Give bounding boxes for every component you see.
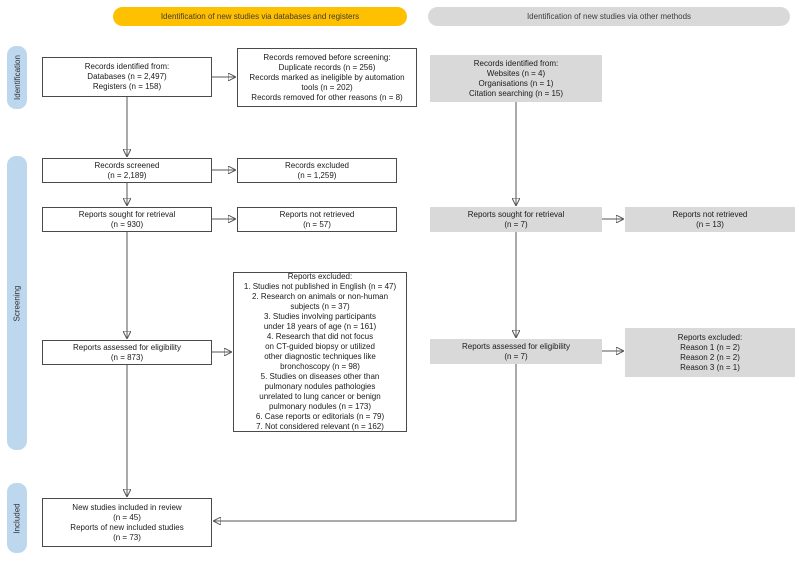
box-new-studies-included: New studies included in review (n = 45) Reports of new included studies (n = 73)	[42, 498, 212, 547]
box-records-identified-databases: Records identified from: Databases (n = 2,497) Registers (n = 158)	[42, 57, 212, 97]
sidebar-screening-label	[7, 156, 27, 450]
box-records-excluded: Records excluded (n = 1,259)	[237, 158, 397, 183]
sidebar-included-label	[7, 483, 27, 553]
box-records-removed-before-screening: Records removed before screening: Duplicate records (n = 256) Records marked as ineligible by automation tools (n = 202) Records removed for other reasons (n = 8)	[237, 48, 417, 107]
box-other-reports-not-retrieved: Reports not retrieved (n = 13)	[625, 207, 795, 232]
box-records-screened: Records screened (n = 2,189)	[42, 158, 212, 183]
box-reports-not-retrieved: Reports not retrieved (n = 57)	[237, 207, 397, 232]
box-other-records-identified: Records identified from: Websites (n = 4) Organisations (n = 1) Citation searching (n = 15)	[430, 55, 602, 102]
box-other-reports-excluded: Reports excluded: Reason 1 (n = 2) Reason 2 (n = 2) Reason 3 (n = 1)	[625, 328, 795, 377]
included-label-text: Included	[12, 502, 22, 534]
box-other-reports-assessed: Reports assessed for eligibility (n = 7)	[430, 339, 602, 364]
sidebar-identification-label	[7, 46, 27, 109]
box-reports-excluded-reasons: Reports excluded: 1. Studies not published in English (n = 47) 2. Research on animals or non-human subjects (n = 37) 3. Studies involving participants under 18 years of age (n = 161) 4. Research that did not focus on CT-guided biopsy or utilized other diagnostic techniques like bronchoscopy (n = 98) 5. Studies on diseases other than pulmonary nodules pathologies unrelated to lung cancer or benign pulmonary nodules (n = 173) 6. Case reports or editorials (n = 79) 7. Not considered relevant (n = 162)	[233, 272, 407, 432]
identification-label-text: Identification	[12, 55, 22, 100]
box-reports-assessed-eligibility: Reports assessed for eligibility (n = 873)	[42, 340, 212, 365]
screening-label-text: Screening	[12, 284, 22, 322]
box-reports-sought-retrieval: Reports sought for retrieval (n = 930)	[42, 207, 212, 232]
banner-other-methods: Identification of new studies via other methods	[428, 7, 790, 26]
box-other-reports-sought: Reports sought for retrieval (n = 7)	[430, 207, 602, 232]
banner-databases-registers: Identification of new studies via databases and registers	[113, 7, 407, 26]
